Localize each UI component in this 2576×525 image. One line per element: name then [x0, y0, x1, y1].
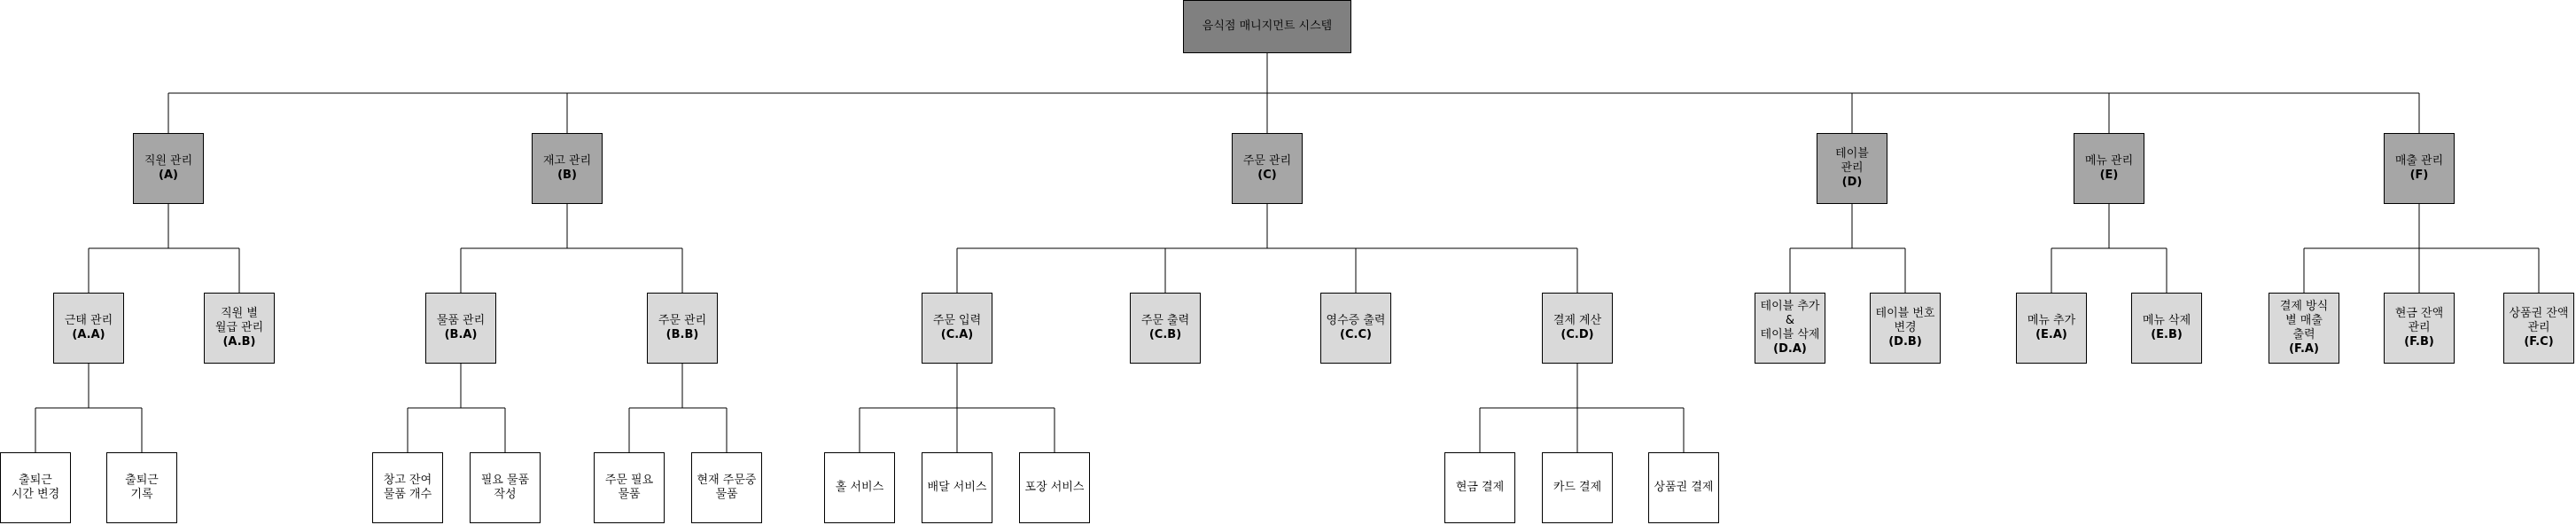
- node-code: (D.A): [1773, 342, 1807, 356]
- leaf-delivery-service: [922, 452, 992, 523]
- node-menu-delete: [2131, 293, 2202, 364]
- leaf-label: 필요 물품 작성: [480, 474, 530, 501]
- node-code: (E.A): [2035, 328, 2067, 341]
- node-table-management: [1817, 133, 1887, 204]
- root-node: [1183, 0, 1351, 53]
- node-voucher-balance: [2503, 293, 2574, 364]
- leaf-label: 포장 서비스: [1024, 481, 1085, 494]
- leaf-takeout-service: [1019, 452, 1090, 523]
- node-label: 직원 별 월급 관리: [214, 307, 264, 334]
- leaf-voucher-payment: [1648, 452, 1719, 523]
- node-code: (F.A): [2289, 342, 2319, 356]
- node-code: (C.A): [940, 328, 974, 341]
- node-label: 테이블 번호 변경: [1875, 307, 1935, 334]
- leaf-required-items: [470, 452, 541, 523]
- node-label: 테이블 추가 & 테이블 삭제: [1760, 300, 1820, 341]
- node-label: 주문 출력: [1140, 314, 1190, 327]
- node-staff-management: [133, 133, 204, 204]
- node-purchase-order-management: [647, 293, 718, 364]
- node-inventory-management: [532, 133, 603, 204]
- leaf-label: 현금 결제: [1455, 481, 1505, 494]
- node-attendance-management: [53, 293, 124, 364]
- node-code: (E.B): [2151, 328, 2183, 341]
- node-label: 메뉴 추가: [2027, 314, 2076, 327]
- leaf-items-on-order: [691, 452, 762, 523]
- leaf-label: 출퇴근 기록: [125, 474, 159, 501]
- node-label: 주문 관리: [1242, 154, 1292, 168]
- node-code: (C.B): [1148, 328, 1182, 341]
- leaf-label: 창고 잔여 물품 개수: [383, 474, 432, 501]
- node-table-add-delete: [1755, 293, 1825, 364]
- node-label: 재고 관리: [542, 154, 592, 168]
- leaf-items-to-order: [594, 452, 665, 523]
- node-label: 메뉴 삭제: [2142, 314, 2191, 327]
- node-label: 결제 계산: [1553, 314, 1602, 327]
- node-code: (B): [557, 168, 577, 182]
- leaf-card-payment: [1542, 452, 1613, 523]
- node-payment-calculation: [1542, 293, 1613, 364]
- node-code: (F.C): [2524, 335, 2554, 349]
- node-menu-management: [2074, 133, 2144, 204]
- node-order-print: [1130, 293, 1201, 364]
- node-order-input: [922, 293, 992, 364]
- node-label: 결제 방식 별 매출 출력: [2279, 300, 2329, 341]
- leaf-hall-service: [824, 452, 895, 523]
- leaf-attendance-time-change: [0, 452, 71, 523]
- node-sales-by-payment-method: [2269, 293, 2339, 364]
- node-code: (E): [2099, 168, 2119, 182]
- node-code: (B.A): [444, 328, 478, 341]
- node-sales-management: [2384, 133, 2455, 204]
- leaf-warehouse-stock-count: [372, 452, 443, 523]
- leaf-cash-payment: [1444, 452, 1515, 523]
- node-code: (F): [2409, 168, 2429, 182]
- node-label: 주문 관리: [658, 314, 707, 327]
- leaf-label: 출퇴근 시간 변경: [11, 474, 60, 501]
- leaf-label: 상품권 결제: [1654, 481, 1714, 494]
- node-receipt-print: [1320, 293, 1391, 364]
- leaf-attendance-record: [106, 452, 177, 523]
- node-item-management: [425, 293, 496, 364]
- node-salary-management: [204, 293, 275, 364]
- node-code: (A.B): [222, 335, 256, 349]
- leaf-label: 홀 서비스: [835, 481, 884, 494]
- node-code: (F.B): [2404, 335, 2434, 349]
- node-label: 주문 입력: [932, 314, 982, 327]
- node-label: 현금 잔액 관리: [2394, 307, 2444, 334]
- node-code: (D.B): [1888, 335, 1922, 349]
- node-label: 메뉴 관리: [2084, 154, 2134, 168]
- node-code: (D): [1841, 176, 1863, 189]
- node-label: 매출 관리: [2394, 154, 2444, 168]
- root-label: 음식점 매니지먼트 시스템: [1202, 20, 1333, 33]
- node-menu-add: [2016, 293, 2087, 364]
- leaf-label: 현재 주문중 물품: [697, 474, 757, 501]
- leaf-label: 배달 서비스: [927, 481, 987, 494]
- node-label: 테이블 관리: [1835, 147, 1869, 175]
- leaf-label: 카드 결제: [1553, 481, 1602, 494]
- node-code: (C): [1257, 168, 1277, 182]
- node-code: (B.B): [665, 328, 699, 341]
- node-label: 물품 관리: [436, 314, 486, 327]
- node-label: 영수증 출력: [1326, 314, 1386, 327]
- node-code: (A.A): [72, 328, 105, 341]
- node-table-number-change: [1870, 293, 1941, 364]
- node-order-management: [1232, 133, 1303, 204]
- node-code: (C.C): [1340, 328, 1372, 341]
- node-code: (A): [159, 168, 178, 182]
- leaf-label: 주문 필요 물품: [604, 474, 654, 501]
- node-label: 근태 관리: [64, 314, 113, 327]
- node-code: (C.D): [1560, 328, 1594, 341]
- node-label: 상품권 잔액 관리: [2509, 307, 2569, 334]
- node-label: 직원 관리: [144, 154, 193, 168]
- node-cash-balance: [2384, 293, 2455, 364]
